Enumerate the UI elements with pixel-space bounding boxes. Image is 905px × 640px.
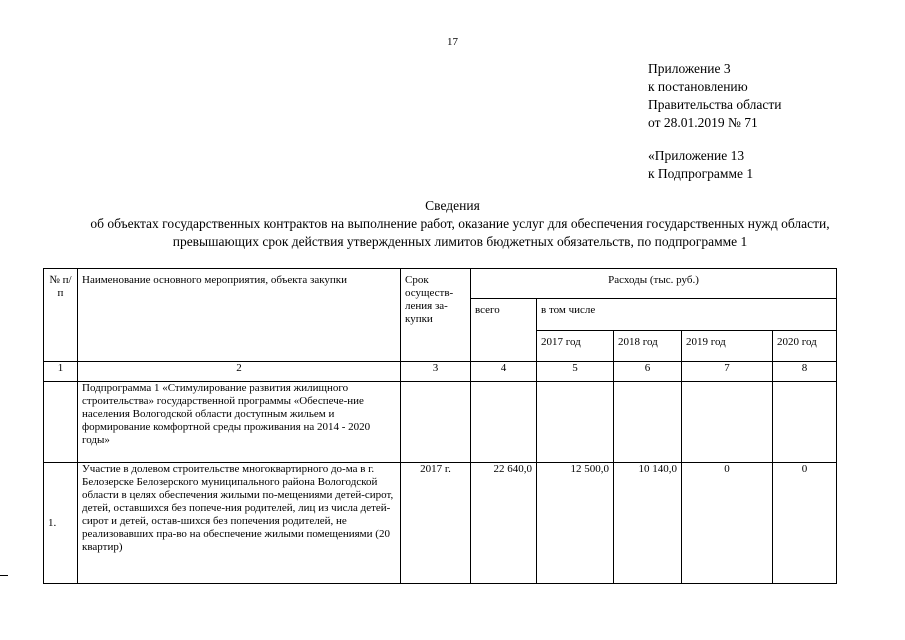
- row-2019: 0: [682, 463, 773, 584]
- edge-mark: [0, 575, 8, 576]
- document-heading: Сведения: [425, 198, 480, 213]
- header-2018: 2018 год: [614, 331, 682, 362]
- subprogram-row: [44, 382, 837, 463]
- table-row: [44, 463, 837, 584]
- page-number: 17: [447, 36, 458, 48]
- row-2018: 10 140,0: [614, 463, 682, 584]
- column-number: 8: [773, 362, 837, 382]
- subprogram-num-cell: [44, 382, 78, 463]
- subprogram-name: Подпрограмма 1 «Стимулирование развития жилищного строительства» государственной программы «Обеспече-ние населения Вологодской области доступным жильем и формирование комфортной среды проживания на 2014 - 2020 годы»: [78, 382, 401, 463]
- header-2020: 2020 год: [773, 331, 837, 362]
- subprogram-total-cell: [471, 382, 537, 463]
- subprogram-2019-cell: [682, 382, 773, 463]
- row-2020: 0: [773, 463, 837, 584]
- contracts-table: [43, 268, 837, 584]
- header-name: Наименование основного мероприятия, объекта закупки: [78, 269, 401, 362]
- row-2017: 12 500,0: [537, 463, 614, 584]
- row-total: 22 640,0: [471, 463, 537, 584]
- header-2017: 2017 год: [537, 331, 614, 362]
- row-name: Участие в долевом строительстве многоквартирного до-ма в г. Белозерске Белозерского муниципального района Вологодской области в целях обеспечения жилыми по-мещениями детей-сирот, детей, оставшихся без попече-ния родителей, лиц из числа детей-сирот и детей, остав-шихся без попечения родителей, не реализовавших пра-во на обеспечение жилыми помещениями (20 квартир): [78, 463, 401, 584]
- subprogram-term-cell: [401, 382, 471, 463]
- appendix-reference-line-1: «Приложение 13: [648, 148, 745, 163]
- appendix-reference-line-2: к Подпрограмме 1: [648, 166, 754, 181]
- column-number: 1: [44, 362, 78, 382]
- column-number-row: [44, 362, 837, 382]
- appendix-line-4: от 28.01.2019 № 71: [648, 115, 758, 130]
- header-2019: 2019 год: [682, 331, 773, 362]
- header-total: всего: [471, 299, 537, 362]
- appendix-reference-block: [648, 147, 753, 183]
- row-num: 1.: [44, 463, 78, 584]
- document-subheading: об объектах государственных контрактов на выполнение работ, оказание услуг для обеспечения государственных нужд области, превышающих срок действия утвержденных лимитов бюджетных обязательств, по подпрограмме 1: [90, 216, 830, 249]
- row-term: 2017 г.: [401, 463, 471, 584]
- appendix-line-2: к постановлению: [648, 79, 748, 94]
- appendix-line-1: Приложение 3: [648, 61, 731, 76]
- subprogram-2018-cell: [614, 382, 682, 463]
- appendix-line-3: Правительства области: [648, 97, 782, 112]
- column-number: 6: [614, 362, 682, 382]
- column-number: 3: [401, 362, 471, 382]
- header-row-1: [44, 269, 837, 299]
- subprogram-2020-cell: [773, 382, 837, 463]
- appendix-block: [648, 60, 781, 132]
- column-number: 2: [78, 362, 401, 382]
- subprogram-2017-cell: [537, 382, 614, 463]
- column-number: 5: [537, 362, 614, 382]
- column-number: 4: [471, 362, 537, 382]
- header-including: в том числе: [537, 299, 837, 331]
- column-number: 7: [682, 362, 773, 382]
- header-term: Срок осуществ-ления за-купки: [401, 269, 471, 362]
- header-expenses: Расходы (тыс. руб.): [471, 269, 837, 299]
- header-num: № п/п: [44, 269, 78, 362]
